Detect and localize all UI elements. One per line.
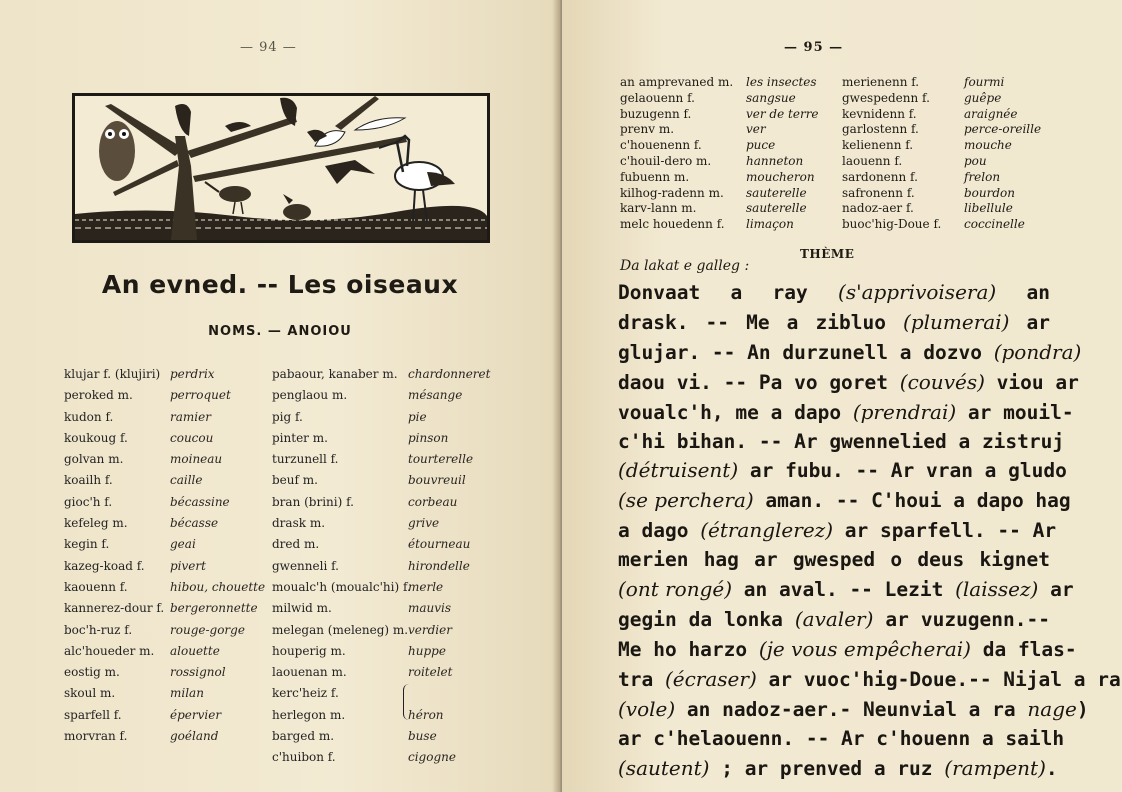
french-translation: roitelet [408,665,453,680]
breton-term: sparfell f. [64,707,122,722]
theme-line [618,486,1071,516]
bird-vocab-row [64,556,265,577]
french-gloss: (pondra) [993,339,1082,364]
breton-term: penglaou m. [272,388,348,403]
insect-vocab-row [842,75,1041,91]
insect-vocab-row [620,138,819,154]
breton-term: an amprevaned m. [620,75,734,89]
bird-vocab-row [64,641,265,662]
french-translation: coccinelle [964,217,1025,232]
theme-line [618,546,1050,575]
breton-term: kannerez-dour f. [64,601,165,616]
breton-term: drask m. [272,516,326,531]
theme-line [618,695,1089,725]
french-translation: merle [408,579,444,594]
french-gloss: (couvés) [899,369,985,394]
french-gloss: (vole) [618,696,676,721]
breton-term: karv-lann m. [620,201,697,216]
bird-vocab-row [272,556,490,577]
french-translation: mésange [408,388,463,403]
bird-vocab-row [272,747,490,768]
breton-term: morvran f. [64,729,128,744]
french-translation: cigogne [408,750,456,765]
breton-text: voualc'h, me a dapo [618,400,853,424]
insect-vocab-row [620,186,819,202]
theme-line [618,575,1074,605]
french-gloss: (avaler) [794,606,874,631]
bird-vocab-row [64,577,265,598]
french-translation: libellule [964,201,1013,216]
french-translation: frelon [964,169,1001,184]
breton-term: buoc'hig-Doue f. [842,217,942,232]
french-gloss: (s'apprivoisera) [838,280,997,304]
french-translation: pie [408,409,427,424]
french-translation: moineau [170,452,223,467]
breton-text: an [996,281,1050,304]
french-translation: ramier [170,409,211,424]
theme-exercise-text [618,278,1121,783]
french-translation: hirondelle [408,558,470,573]
bird-vocab-row [272,683,490,704]
insect-vocab-column-1 [620,75,819,233]
theme-line [618,725,1065,754]
bird-vocab-row [64,492,265,513]
theme-line [618,308,1050,338]
insect-vocab-row [620,217,819,233]
page-number-left: — 94 — [240,40,297,55]
breton-term: laouenn f. [842,153,903,168]
breton-term: nadoz-aer f. [842,201,914,216]
bird-vocab-row [272,385,490,406]
french-translation: rossignol [170,665,226,680]
insect-vocab-row [842,122,1041,138]
breton-term: melegan (meleneg) m. [272,622,409,637]
insect-vocab-row [620,122,819,138]
french-translation: perroquet [170,388,231,403]
bird-vocab-row [272,364,490,385]
french-gloss: (laissez) [955,577,1039,602]
theme-heading: THÈME [800,247,855,261]
french-translation: puce [746,138,776,153]
breton-term: melc houedenn f. [620,217,725,232]
breton-term: gwenneli f. [272,558,339,573]
insect-vocab-row [620,91,819,107]
theme-line [618,368,1079,398]
breton-term: kegin f. [64,537,110,552]
bird-vocab-row [64,726,265,747]
breton-term: kaouenn f. [64,579,128,594]
breton-term: c'huibon f. [272,750,336,765]
french-translation: sauterelle [746,185,807,200]
breton-text: da flas- [970,637,1077,661]
french-translation: limaçon [746,217,794,232]
french-gloss: nage [1027,696,1077,721]
french-gloss: (ont rongé) [618,577,733,602]
french-translation: mauvis [408,601,452,616]
breton-term: prenv m. [620,122,675,137]
bird-vocab-column-2 [272,364,490,769]
breton-text: ar [1038,578,1074,602]
french-translation: épervier [170,707,222,722]
breton-text: ar vuzugenn.-- [873,607,1050,631]
french-translation: araignée [964,106,1018,121]
insect-vocab-row [842,154,1041,170]
theme-intro: Da lakat e galleg : [620,258,750,274]
bird-vocab-row [272,428,490,449]
french-gloss: (plumerai) [903,309,1010,334]
breton-term: alc'houeder m. [64,643,155,658]
breton-term: c'houil-dero m. [620,153,712,168]
theme-line [618,754,1058,784]
breton-text: ar mouil- [956,400,1074,424]
insect-vocab-column-2 [842,75,1041,233]
grouping-brace [403,684,410,720]
bird-vocab-row [64,428,265,449]
french-translation: goéland [170,729,219,744]
breton-text: gegin da lonka [618,607,795,631]
breton-text: glujar. -- An durzunell a dozvo [618,340,994,364]
breton-term: koukoug f. [64,430,128,445]
breton-term: dred m. [272,537,320,552]
breton-text: viou ar [984,370,1079,394]
insect-vocab-row [842,91,1041,107]
french-translation: huppe [408,643,446,658]
bird-vocab-row [64,449,265,470]
bird-vocab-row [272,577,490,598]
insect-vocab-row [842,138,1041,154]
french-translation: pinson [408,430,449,445]
breton-term: barged m. [272,729,335,744]
bird-vocab-row [272,407,490,428]
breton-term: skoul m. [64,686,116,701]
breton-text: daou vi. -- Pa vo goret [618,370,900,394]
french-translation: tourterelle [408,452,474,467]
french-translation: moucheron [746,169,815,184]
bird-vocab-row [272,662,490,683]
breton-term: kilhog-radenn m. [620,185,724,200]
breton-text: ar [1009,310,1050,334]
bird-vocab-row [272,620,490,641]
french-translation: bouvreuil [408,473,466,488]
breton-text: ; ar prenved a ruz [709,756,945,780]
left-page [0,0,560,792]
french-translation: sangsue [746,90,796,105]
breton-text: ar c'helaouenn. -- Ar c'houenn a sailh [618,726,1065,750]
theme-line [618,398,1074,428]
bird-vocab-row [64,620,265,641]
bird-vocab-row [64,513,265,534]
breton-text: an aval. -- Lezit [732,578,956,602]
breton-term: koailh f. [64,473,113,488]
breton-term: turzunell f. [272,452,339,467]
french-translation: grive [408,516,440,531]
breton-term: beuf m. [272,473,318,488]
theme-line [618,338,1082,368]
bird-vocab-row [272,726,490,747]
breton-term: kerc'heiz f. [272,686,339,701]
french-translation: ver [746,122,766,137]
french-translation: héron [408,707,444,722]
breton-term: buzugenn f. [620,106,692,121]
french-gloss: (prendrai) [852,399,957,424]
insect-vocab-row [620,154,819,170]
french-translation: verdier [408,622,452,637]
breton-term: peroked m. [64,388,133,403]
theme-line [618,665,1121,695]
french-translation: les insectes [746,75,817,89]
breton-text: ) [1076,697,1089,721]
bird-vocab-row [272,449,490,470]
insect-vocab-row [842,201,1041,217]
breton-text: tra [618,667,665,691]
breton-term: laouenan m. [272,665,347,680]
bird-vocab-row [272,470,490,491]
french-gloss: (rampent) [944,755,1046,780]
breton-text: . [1045,756,1058,780]
breton-term: pig f. [272,409,303,424]
breton-text: an nadoz-aer.- Neunvial a ra [675,697,1028,721]
french-gloss: (se perchera) [618,488,754,513]
french-translation: bécassine [170,494,230,509]
breton-term: bran (brini) f. [272,494,354,509]
insect-vocab-row [620,107,819,123]
lesson-title: An evned. -- Les oiseaux [101,270,459,299]
breton-text: ar sparfell. -- Ar [833,519,1057,543]
french-translation: milan [170,686,204,701]
theme-line [618,278,1050,308]
insect-vocab-row [620,75,819,91]
insect-vocab-row [842,186,1041,202]
french-translation: bourdon [964,185,1016,200]
breton-term: sardonenn f. [842,169,918,184]
breton-term: kelienenn f. [842,138,914,153]
french-translation: guêpe [964,90,1002,105]
french-translation: mouche [964,138,1012,153]
bird-vocab-row [64,662,265,683]
theme-line [618,428,1065,457]
french-translation: coucou [170,430,214,445]
bird-vocab-row [64,598,265,619]
breton-text: Donvaat a ray [618,281,839,304]
breton-term: gelaouenn f. [620,90,695,105]
theme-line [618,605,1050,635]
breton-term: klujar f. (klujiri) [64,367,161,381]
bird-vocab-row [272,598,490,619]
breton-term: c'houenenn f. [620,138,702,153]
breton-term: herlegon m. [272,707,346,722]
breton-term: pabaour, kanaber m. [272,367,398,381]
breton-term: garlostenn f. [842,122,919,137]
bird-vocab-row [64,683,265,704]
bird-vocab-column-1 [64,364,265,747]
breton-text: ar fubu. -- Ar vran a gludo [738,459,1067,483]
breton-term: moualc'h (moualc'hi) f. [272,579,411,594]
breton-term: pinter m. [272,430,328,445]
french-translation: bergeronnette [170,601,258,616]
bird-vocab-row [272,534,490,555]
theme-line [618,516,1057,546]
french-translation: perdrix [170,367,215,381]
theme-line [618,635,1077,665]
breton-text: ar vuoc'hig-Doue.-- Nijal a ra [756,667,1121,691]
breton-term: kefeleg m. [64,516,128,531]
french-translation: rouge-gorge [170,622,245,637]
insect-vocab-row [620,170,819,186]
french-translation: étourneau [408,537,471,552]
french-gloss: (je vous empêcherai) [758,636,971,661]
french-translation: fourmi [964,75,1005,89]
bird-vocab-row [272,641,490,662]
bird-vocab-row [64,470,265,491]
french-gloss: (étranglerez) [700,518,833,543]
french-translation: corbeau [408,494,458,509]
french-translation: chardonneret [408,367,491,381]
french-translation: alouette [170,643,220,658]
breton-term: kevnidenn f. [842,106,917,121]
breton-term: kazeg-koad f. [64,558,145,573]
breton-term: gwespedenn f. [842,90,930,105]
breton-term: merienenn f. [842,75,920,89]
breton-term: houperig m. [272,643,346,658]
breton-term: safronenn f. [842,185,915,200]
bird-vocab-row [64,385,265,406]
breton-text: Me ho harzo [618,637,759,661]
insect-vocab-row [620,201,819,217]
bird-vocab-row [64,364,265,385]
bird-vocab-row [272,513,490,534]
french-translation: geai [170,537,196,552]
french-translation: bécasse [170,516,219,531]
french-translation: sauterelle [746,201,807,216]
bird-vocab-row [64,705,265,726]
bird-vocab-row [64,534,265,555]
insect-vocab-row [842,217,1041,233]
breton-term: gioc'h f. [64,494,113,509]
bird-vocab-row [272,705,490,726]
breton-term: milwid m. [272,601,332,616]
french-gloss: (écraser) [664,666,757,691]
birds-illustration [72,93,490,243]
french-gloss: (sautent) [618,755,710,780]
breton-term: fubuenn m. [620,169,690,184]
bird-vocab-row [64,407,265,428]
breton-term: kudon f. [64,409,114,424]
breton-text: a dago [618,519,701,543]
breton-text: aman. -- C'houi a dapo hag [753,489,1071,513]
breton-text: c'hi bihan. -- Ar gwennelied a zistruj [618,429,1065,453]
breton-term: boc'h-ruz f. [64,622,133,637]
french-translation: pou [964,153,987,168]
bird-vocab-row [272,492,490,513]
french-translation: pivert [170,558,206,573]
french-gloss: (détruisent) [618,458,739,483]
french-translation: hanneton [746,153,804,168]
french-translation: perce-oreille [964,122,1042,137]
page-number-right: — 95 — [784,40,844,55]
breton-term: golvan m. [64,452,124,467]
french-translation: caille [170,473,203,488]
french-translation: ver de terre [746,106,819,121]
breton-text: drask. -- Me a zibluo [618,310,904,334]
breton-text: merien hag ar gwesped o deus kignet [618,548,1050,572]
insect-vocab-row [842,107,1041,123]
french-translation: hibou, chouette [170,579,266,594]
insect-vocab-row [842,170,1041,186]
breton-term: eostig m. [64,665,120,680]
theme-line [618,456,1067,486]
lesson-subtitle: NOMS. — ANOIOU [208,324,352,339]
french-translation: buse [408,729,437,744]
birds-woodcut-image [75,96,487,240]
